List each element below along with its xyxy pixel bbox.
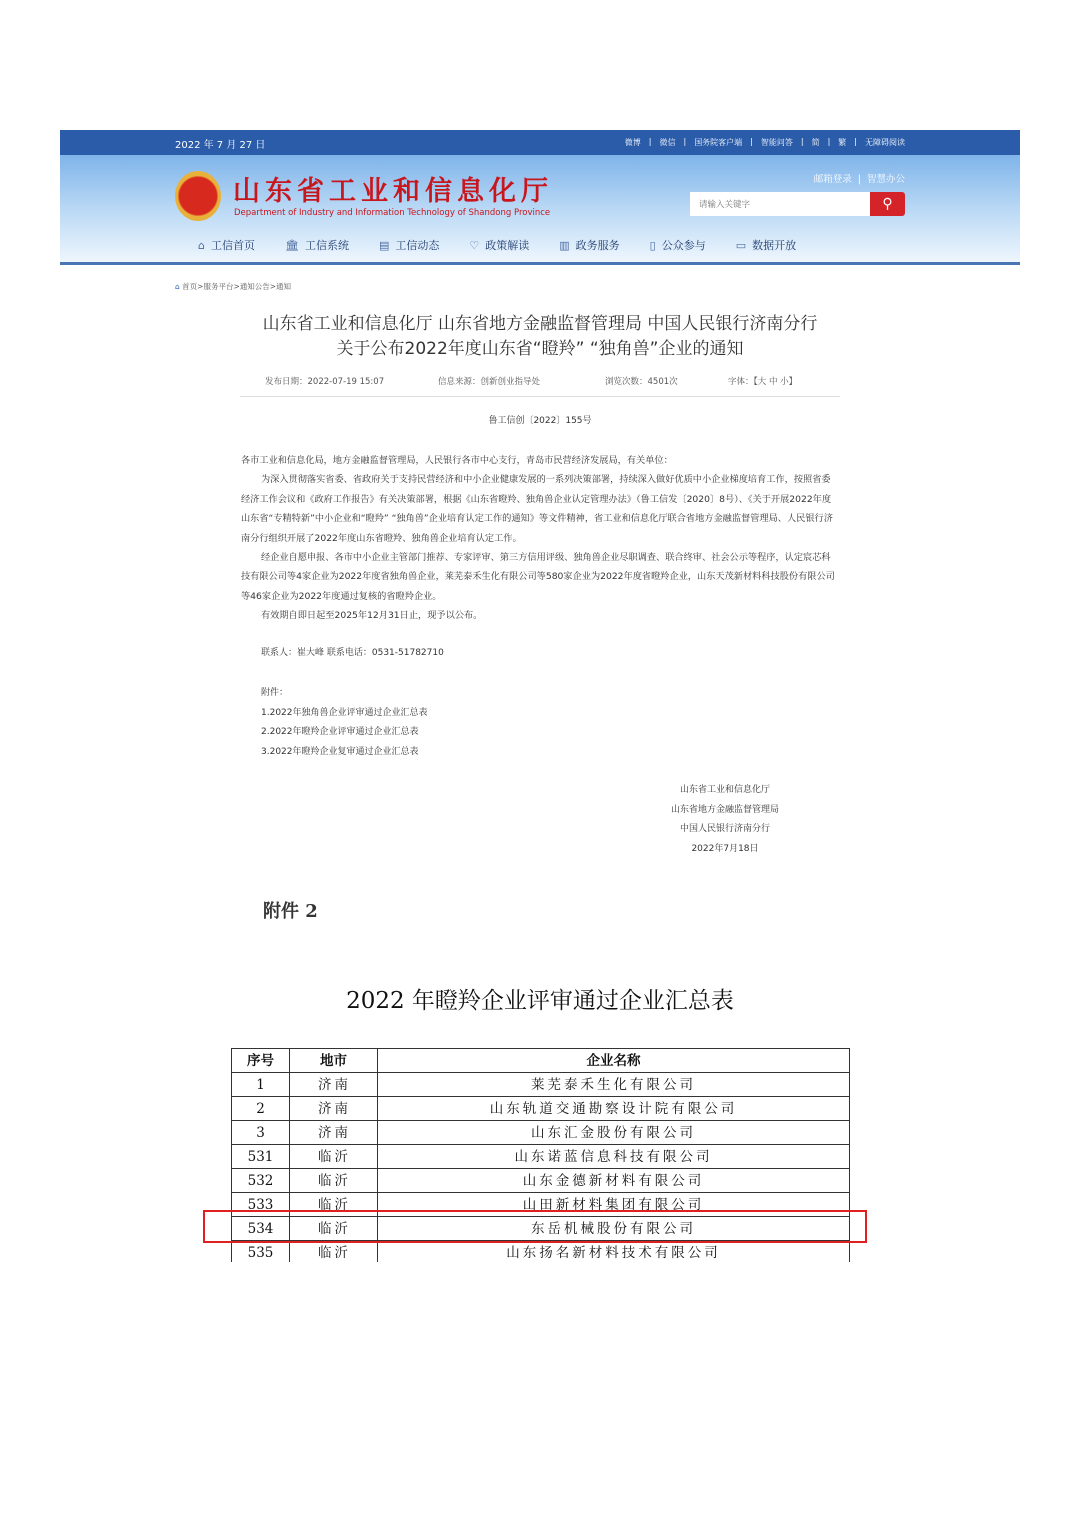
book-icon: ▯	[649, 239, 656, 252]
nav-label: 工信首页	[210, 239, 255, 252]
cell-city: 济南	[290, 1097, 378, 1121]
table-row	[232, 1169, 850, 1193]
attachment-link[interactable]: 1.2022年独角兽企业评审通过企业汇总表	[261, 707, 428, 718]
cell-no: 534	[232, 1217, 290, 1241]
annex-title: 2022 年瞪羚企业评审通过企业汇总表	[346, 988, 734, 1014]
traditional-link[interactable]: 繁	[838, 138, 847, 147]
signature-date: 2022年7月18日	[691, 843, 759, 854]
wechat-link[interactable]: 微信	[659, 138, 676, 147]
header-city: 地市	[290, 1049, 378, 1073]
home-icon: ⌂	[175, 282, 180, 291]
cell-no: 2	[232, 1097, 290, 1121]
cell-city: 临沂	[290, 1145, 378, 1169]
signatures	[640, 781, 810, 859]
main-nav	[198, 237, 796, 253]
weibo-link[interactable]: 微博	[624, 138, 641, 147]
divider: |	[827, 137, 831, 146]
nav-label: 政策解读	[485, 239, 530, 252]
paragraph: 为深入贯彻落实省委、省政府关于支持民营经济和中小企业健康发展的一系列决策部署，持续深入做好优质中小企业梯度培育工作，按照省委经济工作会议和《政府工作报告》有关决策部署，根据《山东省瞪羚、独角兽企业认定管理办法》（鲁工信发〔2020〕8号）、《关于开展2022年度山东省“专精特新”中小企业和“瞪羚” “独角兽”企业培育认定工作的通知》等文件精神，省工业和信息化厅联合省地方金融监督管理局、人民银行济南分行组织开展了2022年度山东省瞪羚、独角兽企业培育认定工作。	[241, 474, 833, 544]
site-name-en: Department of Industry and Information Technology of Shandong Province	[234, 208, 551, 218]
nav-label: 公众参与	[661, 239, 706, 252]
simplified-link[interactable]: 简	[811, 138, 820, 147]
document-number: 鲁工信创〔2022〕155号	[488, 416, 592, 426]
article-meta	[240, 375, 840, 397]
cell-name: 山东扬名新材料技术有限公司	[378, 1241, 850, 1265]
article-title	[240, 312, 840, 362]
app-link[interactable]: 国务院客户端	[694, 138, 743, 147]
cell-city: 临沂	[290, 1193, 378, 1217]
article-body	[241, 451, 839, 626]
nav-label: 工信动态	[395, 239, 440, 252]
attachment-link[interactable]: 3.2022年瞪羚企业复审通过企业汇总表	[261, 746, 419, 757]
site-name[interactable]: 山东省工业和信息化厅	[233, 176, 553, 207]
search-button[interactable]	[870, 192, 905, 216]
nav-news[interactable]	[379, 237, 439, 253]
search-icon: ⚲	[882, 196, 893, 212]
salutation: 各市工业和信息化局，地方金融监督管理局，人民银行各市中心支行，青岛市民营经济发展局，有关单位：	[241, 455, 673, 466]
search-input[interactable]	[690, 192, 870, 216]
cell-name: 山田新材料集团有限公司	[378, 1193, 850, 1217]
breadcrumb[interactable]	[175, 281, 291, 292]
publish-date: 发布日期：2022-07-19 15:07	[265, 377, 385, 387]
font-size-control[interactable]: 字体：【大 中 小】	[728, 377, 798, 387]
table-row	[232, 1073, 850, 1097]
paragraph: 经企业自愿申报、各市中小企业主管部门推荐、专家评审、第三方信用评级、独角兽企业尽职调查、联合终审、社会公示等程序，认定宸芯科技有限公司等4家企业为2022年度省独角兽企业，莱芜泰禾生化有限公司等580家企业为2022年度省瞪羚企业，山东天茂新材料科技股份有限公司等46家企业为2022年度通过复核的省瞪羚企业。	[241, 552, 835, 602]
cell-city: 济南	[290, 1121, 378, 1145]
mail-login-link[interactable]: 邮箱登录	[813, 174, 852, 185]
national-emblem-logo	[175, 171, 221, 221]
signature: 中国人民银行济南分行	[679, 824, 770, 834]
cell-no: 532	[232, 1169, 290, 1193]
smart-office-link[interactable]: 智慧办公	[866, 174, 905, 185]
attachments	[261, 684, 428, 762]
news-icon: ▤	[378, 239, 390, 252]
cell-name: 莱芜泰禾生化有限公司	[378, 1073, 850, 1097]
cell-no: 533	[232, 1193, 290, 1217]
nav-label: 政务服务	[575, 239, 620, 252]
cell-name: 山东汇金股份有限公司	[378, 1121, 850, 1145]
divider: |	[854, 137, 857, 146]
nav-open-data[interactable]	[736, 237, 796, 253]
chart-icon: ▥	[559, 239, 570, 252]
top-bar	[60, 130, 1020, 155]
qa-link[interactable]: 智能问答	[760, 138, 793, 147]
cell-city: 临沂	[290, 1169, 378, 1193]
table-header	[232, 1049, 850, 1073]
cell-name: 山东金德新材料有限公司	[378, 1169, 850, 1193]
top-links	[625, 137, 905, 148]
cell-name: 山东诺蓝信息科技有限公司	[378, 1145, 850, 1169]
cell-name: 山东轨道交通勘察设计院有限公司	[378, 1097, 850, 1121]
annex-label: 附件 2	[263, 901, 318, 922]
cell-no: 3	[232, 1121, 290, 1145]
table-row	[232, 1241, 850, 1265]
nav-label: 工信系统	[304, 239, 349, 252]
attachment-link[interactable]: 2.2022年瞪羚企业评审通过企业汇总表	[261, 727, 419, 737]
contact-info: 联系人：崔大峰 联系电话：0531-51782710	[261, 648, 444, 658]
cell-city: 临沂	[290, 1241, 378, 1265]
breadcrumb-text[interactable]: 首页>服务平台>通知公告>通知	[182, 282, 292, 291]
divider: |	[648, 137, 652, 146]
attachments-label: 附件：	[261, 688, 289, 698]
cell-no: 1	[232, 1073, 290, 1097]
cell-city: 临沂	[290, 1217, 378, 1241]
cell-name: 东岳机械股份有限公司	[378, 1217, 850, 1241]
cell-no: 531	[232, 1145, 290, 1169]
building-icon: 🏛	[284, 239, 299, 252]
divider: |	[800, 137, 804, 146]
table-row	[232, 1145, 850, 1169]
signature: 山东省地方金融监督管理局	[670, 804, 779, 815]
data-icon: ▭	[735, 239, 747, 252]
table-row	[232, 1121, 850, 1145]
cell-city: 济南	[290, 1073, 378, 1097]
nav-policy[interactable]	[469, 237, 529, 253]
divider: |	[683, 137, 687, 146]
nav-system[interactable]	[285, 237, 349, 253]
accessibility-link[interactable]: 无障碍阅读	[865, 138, 905, 147]
nav-home[interactable]	[198, 237, 255, 253]
paragraph: 有效期自即日起至2025年12月31日止，现予以公布。	[261, 610, 483, 622]
cell-no: 535	[232, 1241, 290, 1265]
current-date: 2022 年 7 月 27 日	[175, 140, 266, 151]
title-line: 山东省工业和信息化厅 山东省地方金融监督管理局 中国人民银行济南分行	[262, 314, 818, 334]
divider: |	[750, 137, 753, 146]
signature: 山东省工业和信息化厅	[679, 785, 770, 795]
table-row	[232, 1097, 850, 1121]
header-name: 企业名称	[378, 1049, 850, 1073]
nav-participation[interactable]	[650, 237, 706, 253]
banner-links: 邮箱登录 | 智慧办公	[813, 174, 905, 185]
page-cutoff	[225, 1262, 855, 1282]
site-banner	[60, 155, 1020, 265]
source: 信息来源：创新创业指导处	[438, 377, 541, 387]
header-no: 序号	[232, 1049, 290, 1073]
nav-services[interactable]	[559, 237, 619, 253]
home-icon: ⌂	[198, 239, 205, 252]
view-count: 浏览次数：4501次	[605, 377, 678, 387]
title-line: 关于公布2022年度山东省“瞪羚” “独角兽”企业的通知	[336, 339, 744, 359]
nav-label: 数据开放	[752, 239, 797, 252]
highlight-box	[203, 1210, 867, 1243]
policy-icon: ♡	[469, 239, 480, 252]
